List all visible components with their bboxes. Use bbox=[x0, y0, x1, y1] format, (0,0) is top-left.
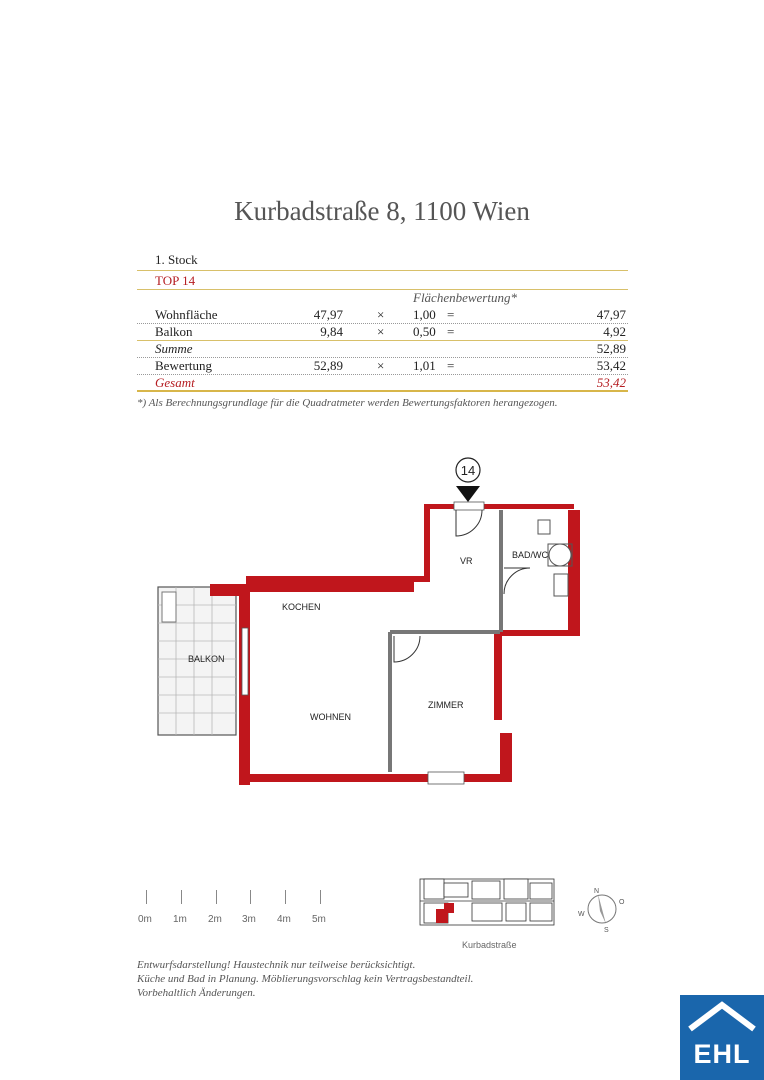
scale-label: 2m bbox=[208, 914, 222, 925]
scale-label: 4m bbox=[277, 914, 291, 925]
row-value: 47,97 bbox=[313, 307, 343, 322]
floor-plan bbox=[150, 452, 590, 792]
note-line: Entwurfsdarstellung! Haustechnik nur teilweise berücksichtigt. bbox=[137, 959, 416, 971]
row-label: Gesamt bbox=[155, 375, 195, 390]
scale-label: 1m bbox=[173, 914, 187, 925]
room-label-zimmer: ZIMMER bbox=[428, 700, 464, 710]
compass-n: N bbox=[594, 888, 600, 895]
compass-s: S bbox=[604, 927, 609, 934]
row-value: 52,89 bbox=[313, 358, 343, 373]
site-label: Kurbadstraße bbox=[462, 940, 517, 950]
row-label: Bewertung bbox=[155, 358, 213, 373]
footnote: *) Als Berechnungsgrundlage für die Quadratmeter werden Bewertungsfaktoren herangezogen. bbox=[137, 397, 558, 409]
table-row bbox=[155, 358, 628, 374]
row-result: 52,89 bbox=[596, 341, 626, 356]
row-factor: 1,00 bbox=[413, 307, 436, 322]
row-result: 47,97 bbox=[596, 307, 626, 322]
divider bbox=[137, 390, 628, 392]
row-times: × bbox=[377, 307, 385, 322]
row-factor: 1,01 bbox=[413, 358, 436, 373]
doors bbox=[394, 510, 530, 662]
room-label-bad: BAD/WC bbox=[512, 550, 548, 560]
row-eq: = bbox=[447, 358, 455, 373]
room-label-wohnen: WOHNEN bbox=[310, 712, 351, 722]
divider bbox=[137, 289, 628, 290]
note-line: Küche und Bad in Planung. Möblierungsvorschlag kein Vertragsbestandteil. bbox=[137, 973, 474, 985]
page-title: Kurbadstraße 8, 1100 Wien bbox=[234, 196, 530, 226]
room-label-kochen: KOCHEN bbox=[282, 602, 321, 612]
walls bbox=[210, 502, 580, 785]
divider bbox=[137, 270, 628, 271]
entrance-marker bbox=[456, 458, 480, 502]
unit-label: TOP 14 bbox=[155, 273, 196, 288]
table-row bbox=[155, 341, 628, 357]
ehl-logo bbox=[680, 995, 764, 1080]
scale-label: 5m bbox=[312, 914, 326, 925]
house-roof-icon bbox=[680, 995, 764, 1043]
table-row bbox=[155, 375, 628, 391]
interior-walls bbox=[390, 510, 501, 772]
table-row bbox=[155, 324, 628, 340]
scale-label: 0m bbox=[138, 914, 152, 925]
row-result: 53,42 bbox=[596, 375, 626, 390]
logo-text: EHL bbox=[693, 1039, 751, 1069]
scale-label: 3m bbox=[242, 914, 256, 925]
note-line: Vorbehaltlich Änderungen. bbox=[137, 987, 256, 999]
room-label-vr: VR bbox=[460, 556, 473, 566]
row-result: 53,42 bbox=[596, 358, 626, 373]
row-eq: = bbox=[447, 307, 455, 322]
factor-header: Flächenbewertung* bbox=[413, 290, 517, 305]
row-result: 4,92 bbox=[603, 324, 626, 339]
site-plan bbox=[414, 873, 560, 933]
compass-w: W bbox=[578, 911, 585, 918]
row-factor: 0,50 bbox=[413, 324, 436, 339]
table-row bbox=[155, 307, 628, 323]
row-label: Balkon bbox=[155, 324, 193, 339]
scale-bar bbox=[136, 890, 336, 930]
disclaimer-notes bbox=[137, 958, 473, 1000]
compass-o: O bbox=[619, 899, 625, 906]
row-label: Wohnfläche bbox=[155, 307, 218, 322]
room-label-balkon: BALKON bbox=[188, 654, 225, 664]
row-value: 9,84 bbox=[320, 324, 343, 339]
row-label: Summe bbox=[155, 341, 193, 356]
row-times: × bbox=[377, 324, 385, 339]
unit-number: 14 bbox=[460, 463, 476, 478]
compass-icon bbox=[576, 884, 630, 934]
row-eq: = bbox=[447, 324, 455, 339]
floor-label: 1. Stock bbox=[155, 252, 198, 267]
row-times: × bbox=[377, 358, 385, 373]
